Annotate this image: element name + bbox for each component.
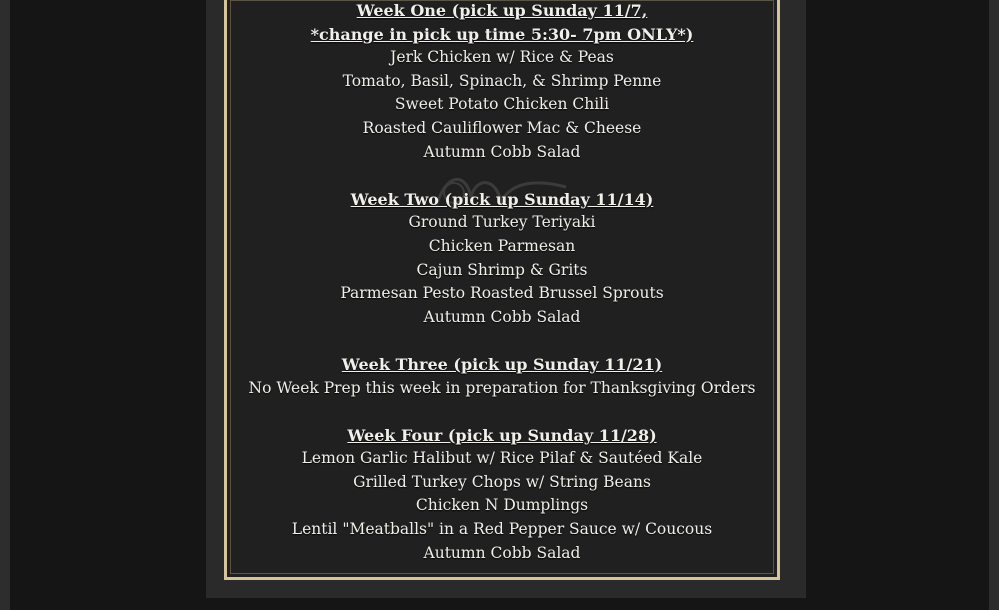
spacer (226, 329, 778, 353)
menu-item: Lentil "Meatballs" in a Red Pepper Sauce w/ Coucous (291, 520, 713, 539)
menu-item: Chicken Parmesan (428, 236, 576, 255)
menu-item: Autumn Cobb Salad (423, 142, 581, 161)
week-one-pickup-note: *change in pick up time 5:30- 7pm ONLY*) (310, 24, 694, 44)
menu-item: Jerk Chicken w/ Rice & Peas (390, 48, 614, 67)
week-four-heading: Week Four (pick up Sunday 11/28) (347, 425, 657, 445)
menu-item: Parmesan Pesto Roasted Brussel Sprouts (340, 284, 664, 303)
spacer (226, 164, 778, 188)
week-three-heading: Week Three (pick up Sunday 11/21) (341, 354, 663, 374)
week-one-heading: Week One (pick up Sunday 11/7, (356, 1, 648, 20)
spacer (226, 400, 778, 424)
menu-item: Ground Turkey Teriyaki (408, 213, 596, 232)
menu-item: Cajun Shrimp & Grits (416, 260, 588, 279)
menu-item: Lemon Garlic Halibut w/ Rice Pilaf & Sautéed Kale (301, 449, 703, 468)
menu-item: Grilled Turkey Chops w/ String Beans (353, 472, 651, 491)
menu-item: Autumn Cobb Salad (423, 543, 581, 562)
week-two-heading: Week Two (pick up Sunday 11/14) (350, 189, 654, 209)
menu-content (226, 0, 778, 565)
menu-item: Roasted Cauliflower Mac & Cheese (362, 118, 642, 137)
menu-item: Chicken N Dumplings (415, 496, 589, 515)
menu-item: Autumn Cobb Salad (423, 307, 581, 326)
menu-item: No Week Prep this week in preparation for Thanksgiving Orders (248, 378, 756, 397)
menu-item: Tomato, Basil, Spinach, & Shrimp Penne (342, 71, 662, 90)
menu-item: Sweet Potato Chicken Chili (394, 95, 610, 114)
